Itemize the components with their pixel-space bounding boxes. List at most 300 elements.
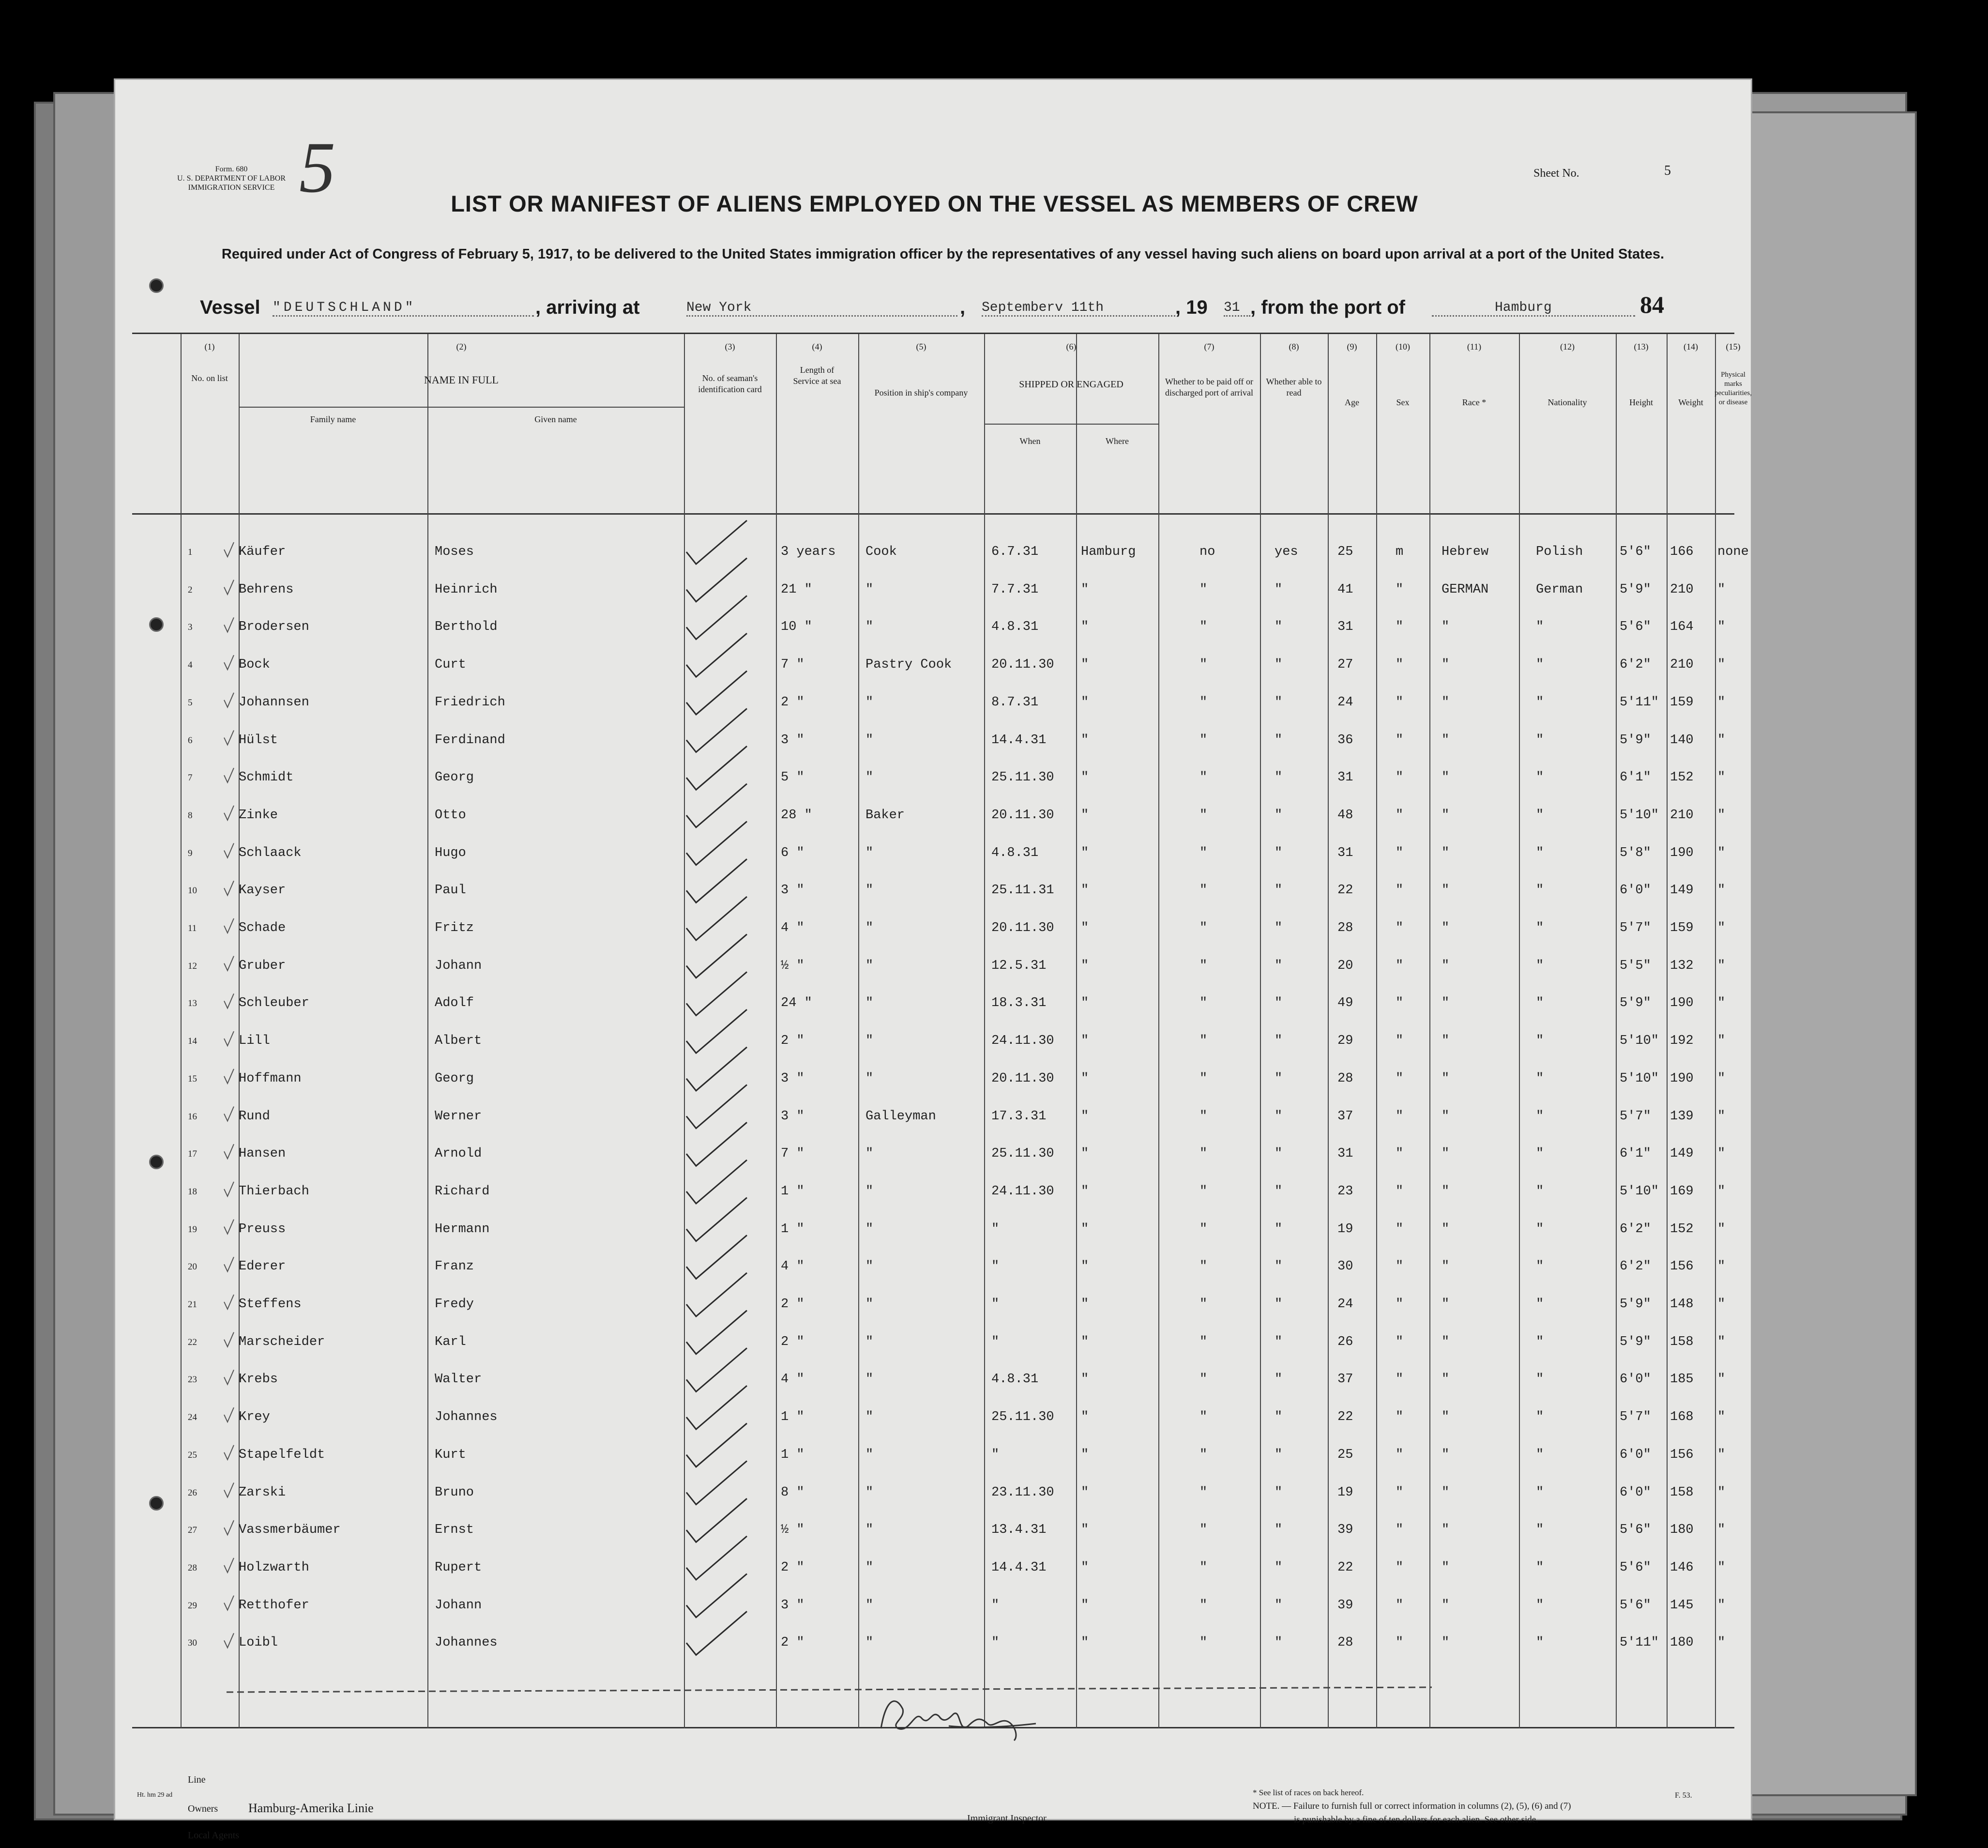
cell-sex: " [1396, 1560, 1404, 1575]
cell-given: Rupert [435, 1560, 482, 1575]
cell-nat: " [1536, 808, 1544, 823]
col4-label: Length of Service at sea [793, 365, 841, 386]
cell-paid: " [1199, 1259, 1208, 1274]
cell-race: " [1442, 1146, 1450, 1161]
col11-label: Race * [1462, 397, 1487, 407]
cell-service: 3 years [781, 545, 836, 559]
cell-marks: " [1717, 808, 1726, 823]
cell-family: Vassmerbäumer [239, 1523, 341, 1538]
subheader-rule [239, 407, 684, 408]
cell-service: 1 " [781, 1410, 804, 1425]
cell-position: " [865, 1372, 874, 1387]
column-rule [776, 334, 777, 1728]
cell-service: 2 " [781, 1034, 804, 1049]
cell-nat: " [1536, 1297, 1544, 1312]
cell-read: " [1275, 1485, 1283, 1500]
cell-where: " [1081, 733, 1089, 748]
cell-family: Ederer [239, 1259, 286, 1274]
cell-paid: " [1199, 1071, 1208, 1086]
cell-nat: " [1536, 958, 1544, 973]
cell-given: Otto [435, 808, 466, 823]
cell-paid: " [1199, 1034, 1208, 1049]
cell-position: " [865, 845, 874, 860]
cell-position: " [865, 1071, 874, 1086]
col14-num: (14) [1684, 342, 1698, 351]
cell-race: " [1442, 1297, 1450, 1312]
cell-paid: " [1199, 1635, 1208, 1650]
cell-weight: 180 [1670, 1635, 1694, 1650]
tick-icon [224, 731, 234, 745]
cell-given: Fritz [435, 921, 474, 935]
cell-weight: 159 [1670, 921, 1694, 935]
cell-paid: " [1199, 996, 1208, 1011]
cell-family: Krebs [239, 1372, 278, 1387]
cell-read: yes [1275, 545, 1298, 559]
cell-weight: 164 [1670, 620, 1694, 635]
checkmark-icon [686, 1536, 747, 1580]
arriving-label: , arriving at [535, 297, 640, 318]
cell-position: " [865, 770, 874, 785]
service-name: IMMIGRATION SERVICE [188, 183, 275, 192]
cell-weight: 190 [1670, 1071, 1694, 1086]
cell-no: 1 [188, 547, 193, 557]
cell-read: " [1275, 958, 1283, 973]
cell-nat: Polish [1536, 545, 1583, 559]
cell-service: 3 " [781, 1071, 804, 1086]
cell-read: " [1275, 1598, 1283, 1613]
cell-family: Bock [239, 657, 270, 672]
checkmark-icon [686, 1235, 747, 1279]
cell-service: 8 " [781, 1485, 804, 1500]
cell-where: " [1081, 996, 1089, 1011]
cell-service: 7 " [781, 1146, 804, 1161]
cell-age: 31 [1337, 770, 1353, 785]
cell-no: 5 [188, 697, 193, 708]
cell-where: " [1081, 958, 1089, 973]
printer-mark: Ht. hm 29 ad [137, 1791, 173, 1799]
cell-service: 7 " [781, 657, 804, 672]
cell-age: 28 [1337, 921, 1353, 935]
inspector-label: Immigrant Inspector. [967, 1813, 1048, 1824]
tick-icon [224, 881, 234, 895]
checkmark-icon [686, 972, 747, 1015]
inspector-signature [876, 1690, 1070, 1743]
tick-icon [224, 1295, 234, 1309]
cell-service: 3 " [781, 733, 804, 748]
note-star: * See list of races on back hereof. [1253, 1788, 1364, 1797]
cell-nat: " [1536, 1410, 1544, 1425]
col2-family: Family name [310, 414, 356, 424]
cell-marks: " [1717, 1560, 1726, 1575]
cell-weight: 210 [1670, 657, 1694, 672]
col8-label: Whether able to read [1266, 377, 1322, 397]
cell-age: 27 [1337, 657, 1353, 672]
cell-sex: " [1396, 1447, 1404, 1462]
cell-no: 7 [188, 773, 193, 783]
cell-paid: " [1199, 1447, 1208, 1462]
cell-family: Steffens [239, 1297, 302, 1312]
cell-weight: 169 [1670, 1184, 1694, 1199]
cell-height: 5'6" [1620, 1598, 1651, 1613]
cell-position: " [865, 921, 874, 935]
cell-when: " [991, 1447, 1000, 1462]
checkmark-icon [686, 558, 747, 602]
cell-service: 2 " [781, 1560, 804, 1575]
cell-height: 6'0" [1620, 1485, 1651, 1500]
cell-nat: " [1536, 845, 1544, 860]
cell-height: 6'0" [1620, 883, 1651, 898]
cell-age: 24 [1337, 1297, 1353, 1312]
cell-weight: 156 [1670, 1259, 1694, 1274]
cell-family: Krey [239, 1410, 270, 1425]
cell-read: " [1275, 808, 1283, 823]
cell-paid: " [1199, 845, 1208, 860]
cell-service: 10 " [781, 620, 812, 635]
cell-sex: " [1396, 1485, 1404, 1500]
cell-family: Hoffmann [239, 1071, 302, 1086]
cell-when: 24.11.30 [991, 1184, 1054, 1199]
cell-no: 13 [188, 998, 197, 1009]
cell-height: 5'11" [1620, 695, 1659, 710]
cell-read: " [1275, 1523, 1283, 1538]
cell-where: " [1081, 1071, 1089, 1086]
cell-family: Rund [239, 1109, 270, 1124]
cell-family: Stapelfeldt [239, 1447, 325, 1462]
col1-label: No. on list [191, 373, 228, 383]
cell-age: 30 [1337, 1259, 1353, 1274]
cell-nat: " [1536, 1034, 1544, 1049]
cell-weight: 149 [1670, 883, 1694, 898]
cell-no: 6 [188, 735, 193, 746]
cell-service: 3 " [781, 1109, 804, 1124]
cell-no: 19 [188, 1224, 197, 1235]
col15-label: Physical marks peculiarities, or disease [1714, 371, 1752, 406]
column-rule [1519, 334, 1520, 1728]
cell-no: 26 [188, 1487, 197, 1498]
cell-marks: " [1717, 996, 1726, 1011]
cell-race: " [1442, 657, 1450, 672]
note-line-1: NOTE. — Failure to furnish full or correct information in columns (2), (5), (6) and (7) [1253, 1801, 1571, 1811]
checkmark-icon [686, 1009, 747, 1053]
cell-paid: " [1199, 770, 1208, 785]
cell-family: Johannsen [239, 695, 309, 710]
tick-icon [224, 1257, 234, 1271]
cell-nat: " [1536, 1259, 1544, 1274]
tick-icon [224, 1558, 234, 1573]
cell-weight: 168 [1670, 1410, 1694, 1425]
cell-position: " [865, 582, 874, 597]
cell-given: Walter [435, 1372, 482, 1387]
cell-race: " [1442, 1447, 1450, 1462]
cell-race: " [1442, 1334, 1450, 1349]
tick-icon [224, 1370, 234, 1384]
cell-sex: " [1396, 1071, 1404, 1086]
cell-age: 23 [1337, 1184, 1353, 1199]
cell-sex: " [1396, 1523, 1404, 1538]
col5-label: Position in ship's company [874, 388, 968, 397]
col14-label: Weight [1678, 397, 1703, 407]
cell-race: " [1442, 770, 1450, 785]
cell-paid: " [1199, 921, 1208, 935]
cell-paid: " [1199, 883, 1208, 898]
cell-when: 24.11.30 [991, 1034, 1054, 1049]
cell-age: 25 [1337, 1447, 1353, 1462]
cell-weight: 190 [1670, 845, 1694, 860]
cell-no: 10 [188, 886, 197, 896]
cell-when: 8.7.31 [991, 695, 1039, 710]
cell-read: " [1275, 1297, 1283, 1312]
cell-when: 13.4.31 [991, 1523, 1047, 1538]
cell-family: Lill [239, 1034, 270, 1049]
cell-service: 6 " [781, 845, 804, 860]
cell-read: " [1275, 1109, 1283, 1124]
cell-given: Werner [435, 1109, 482, 1124]
cell-age: 29 [1337, 1034, 1353, 1049]
cell-paid: " [1199, 1372, 1208, 1387]
cell-nat: " [1536, 1447, 1544, 1462]
cell-where: " [1081, 1109, 1089, 1124]
checkmark-icon [686, 859, 747, 902]
line-label: Line [188, 1774, 206, 1785]
cell-no: 15 [188, 1073, 197, 1084]
tick-icon [224, 1144, 234, 1159]
cell-where: " [1081, 1034, 1089, 1049]
cell-when: " [991, 1598, 1000, 1613]
cell-height: 6'0" [1620, 1447, 1651, 1462]
tick-icon [224, 1407, 234, 1422]
tick-icon [224, 1445, 234, 1460]
cell-service: 5 " [781, 770, 804, 785]
cell-position: " [865, 996, 874, 1011]
year-prefix: , 19 [1175, 297, 1208, 318]
cell-paid: " [1199, 1109, 1208, 1124]
checkmark-icon [686, 897, 747, 940]
cell-no: 11 [188, 923, 197, 933]
punch-hole [149, 617, 164, 632]
cell-height: 5'7" [1620, 1410, 1651, 1425]
cell-position: " [865, 1334, 874, 1349]
cell-weight: 145 [1670, 1598, 1694, 1613]
cell-nat: " [1536, 1372, 1544, 1387]
cell-race: " [1442, 1410, 1450, 1425]
punch-hole [149, 1496, 164, 1511]
cell-read: " [1275, 695, 1283, 710]
column-rule [1429, 334, 1430, 1728]
cell-family: Brodersen [239, 620, 309, 635]
cell-when: 25.11.31 [991, 883, 1054, 898]
cell-race: " [1442, 1560, 1450, 1575]
cell-where: " [1081, 695, 1089, 710]
tick-icon [224, 693, 234, 707]
cell-given: Hugo [435, 845, 466, 860]
cell-no: 14 [188, 1036, 197, 1047]
cell-height: 5'10" [1620, 1184, 1659, 1199]
cell-weight: 210 [1670, 808, 1694, 823]
cell-service: 2 " [781, 1297, 804, 1312]
cell-no: 2 [188, 584, 193, 595]
cell-nat: " [1536, 1485, 1544, 1500]
checkmark-icon [686, 1498, 747, 1542]
cell-when: 6.7.31 [991, 545, 1039, 559]
column-rule [239, 334, 240, 1728]
cell-height: 6'2" [1620, 657, 1651, 672]
tick-icon [224, 580, 234, 595]
cell-weight: 146 [1670, 1560, 1694, 1575]
cell-weight: 180 [1670, 1523, 1694, 1538]
note-line-2: is punishable by a fine of ten dollars for each alien. See other side. [1294, 1815, 1538, 1825]
cell-family: Thierbach [239, 1184, 309, 1199]
col12-num: (12) [1560, 342, 1575, 351]
punch-hole [149, 1155, 164, 1169]
table-header-rule [132, 513, 1734, 515]
end-of-list-line [227, 1687, 1432, 1692]
col10-label: Sex [1396, 397, 1410, 407]
cell-family: Behrens [239, 582, 294, 597]
cell-marks: " [1717, 733, 1726, 748]
cell-nat: " [1536, 695, 1544, 710]
tick-icon [224, 843, 234, 858]
cell-age: 22 [1337, 1560, 1353, 1575]
col3-num: (3) [725, 342, 735, 351]
cell-when: 4.8.31 [991, 620, 1039, 635]
from-label: , from the port of [1250, 297, 1405, 318]
page-title: LIST OR MANIFEST OF ALIENS EMPLOYED ON THE VESSEL AS MEMBERS OF CREW [451, 191, 1418, 216]
cell-sex: " [1396, 1334, 1404, 1349]
cell-no: 20 [188, 1262, 197, 1272]
cell-age: 41 [1337, 582, 1353, 597]
cell-no: 28 [188, 1562, 197, 1573]
cell-sex: " [1396, 695, 1404, 710]
cell-where: " [1081, 883, 1089, 898]
cell-height: 5'6" [1620, 1560, 1651, 1575]
cell-no: 25 [188, 1450, 197, 1460]
col12-label: Nationality [1548, 397, 1587, 407]
cell-read: " [1275, 1635, 1283, 1650]
cell-where: " [1081, 1259, 1089, 1274]
cell-height: 6'0" [1620, 1372, 1651, 1387]
checkmark-icon [686, 1198, 747, 1241]
cell-age: 48 [1337, 808, 1353, 823]
cell-family: Retthofer [239, 1598, 309, 1613]
column-rule [1260, 334, 1261, 1728]
cell-family: Schmidt [239, 770, 294, 785]
col9-num: (9) [1347, 342, 1357, 351]
cell-where: " [1081, 1485, 1089, 1500]
cell-age: 39 [1337, 1598, 1353, 1613]
cell-nat: " [1536, 1598, 1544, 1613]
cell-position: Baker [865, 808, 905, 823]
cell-nat: " [1536, 770, 1544, 785]
col6-label: SHIPPED OR ENGAGED [1019, 379, 1123, 390]
cell-age: 36 [1337, 733, 1353, 748]
cell-height: 5'9" [1620, 1334, 1651, 1349]
col7-label: Whether to be paid off or discharged port of arrival [1165, 377, 1254, 397]
cell-race: " [1442, 1485, 1450, 1500]
cell-service: 3 " [781, 1598, 804, 1613]
manifest-sheet [114, 78, 1752, 1841]
checkmark-icon [686, 1461, 747, 1505]
form-issuer [139, 165, 323, 192]
cell-nat: " [1536, 1146, 1544, 1161]
cell-no: 12 [188, 961, 197, 971]
subheader-rule [984, 424, 1158, 425]
cell-read: " [1275, 1334, 1283, 1349]
cell-position: " [865, 958, 874, 973]
checkmark-icon [686, 1047, 747, 1091]
cell-read: " [1275, 1034, 1283, 1049]
cell-sex: " [1396, 1034, 1404, 1049]
tick-icon [224, 1596, 234, 1610]
cell-nat: " [1536, 1523, 1544, 1538]
cell-read: " [1275, 1447, 1283, 1462]
cell-where: " [1081, 770, 1089, 785]
cell-paid: " [1199, 1410, 1208, 1425]
cell-where: " [1081, 1635, 1089, 1650]
col2-label: NAME IN FULL [424, 374, 499, 386]
checkmark-icon [686, 934, 747, 978]
cell-given: Paul [435, 883, 466, 898]
cell-race: " [1442, 996, 1450, 1011]
cell-marks: " [1717, 1523, 1726, 1538]
cell-age: 31 [1337, 620, 1353, 635]
cell-family: Schleuber [239, 996, 309, 1011]
column-rule [1715, 334, 1716, 1728]
cell-when: 4.8.31 [991, 1372, 1039, 1387]
cell-paid: " [1199, 1523, 1208, 1538]
cell-weight: 158 [1670, 1334, 1694, 1349]
col4-num: (4) [812, 342, 822, 351]
cell-family: Zarski [239, 1485, 286, 1500]
cell-sex: " [1396, 770, 1404, 785]
cell-marks: " [1717, 1071, 1726, 1086]
cell-service: 4 " [781, 1259, 804, 1274]
cell-family: Schlaack [239, 845, 302, 860]
cell-height: 5'7" [1620, 921, 1651, 935]
cell-service: 24 " [781, 996, 812, 1011]
tick-icon [224, 918, 234, 933]
cell-service: 28 " [781, 808, 812, 823]
cell-sex: " [1396, 958, 1404, 973]
cell-paid: " [1199, 733, 1208, 748]
cell-no: 23 [188, 1375, 197, 1385]
cell-where: " [1081, 1146, 1089, 1161]
cell-family: Schade [239, 921, 286, 935]
checkmark-icon [686, 1423, 747, 1467]
cell-where: " [1081, 1560, 1089, 1575]
cell-weight: 148 [1670, 1297, 1694, 1312]
cell-weight: 156 [1670, 1447, 1694, 1462]
handwritten-mark: 5 [299, 127, 335, 208]
checkmark-icon [686, 1160, 747, 1204]
cell-weight: 139 [1670, 1109, 1694, 1124]
cell-family: Marscheider [239, 1334, 325, 1349]
column-rule [1076, 334, 1077, 1728]
checkmark-icon [686, 1611, 747, 1655]
cell-race: " [1442, 733, 1450, 748]
cell-given: Georg [435, 770, 474, 785]
cell-nat: " [1536, 921, 1544, 935]
cell-when: 14.4.31 [991, 1560, 1047, 1575]
cell-marks: " [1717, 845, 1726, 860]
agents-label: Local Agents [188, 1830, 240, 1841]
page-subtitle: Required under Act of Congress of February 5, 1917, to be delivered to the United States immigration officer by the representatives of any vessel having such aliens on board upon arrival at a port of the United States. [221, 246, 1665, 262]
cell-height: 5'10" [1620, 1034, 1659, 1049]
cell-sex: " [1396, 1146, 1404, 1161]
cell-height: 5'9" [1620, 1297, 1651, 1312]
cell-where: " [1081, 921, 1089, 935]
cell-given: Karl [435, 1334, 466, 1349]
cell-no: 29 [188, 1600, 197, 1611]
